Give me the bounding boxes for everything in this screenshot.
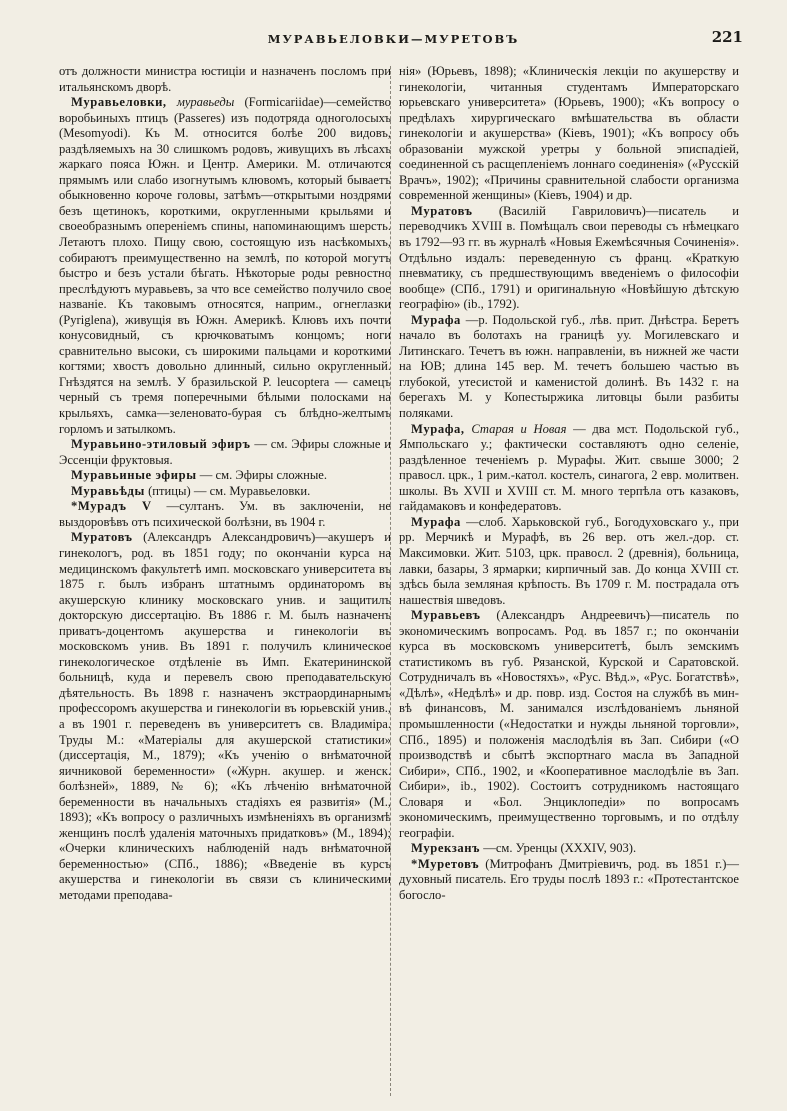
entry-text: —см. Уренцы (XXXIV, 903).	[483, 841, 637, 856]
entry-text: (Александръ Андреевичъ)—писатель по экономическимъ вопросамъ. Род. въ 1857 г.; по окончаніи курса въ московскомъ университетѣ, былъ земскимъ статистикомъ въ губ. Рязанской, Курской и Саратовской. Сотрудничалъ въ «Новостяхъ», «Рус. Вѣд.», «Рус. Богатствѣ», «Дѣлѣ», «Недѣлѣ» и др. повр. изд. Состоя на службѣ въ мин-вѣ финансовъ, М. занимался изслѣдованіемъ льняной промышленности («Недостатки и нужды льняной торговли», СПб., 1895) и положенія маслодѣлія въ Зап. Сибири («О производствѣ и сбытѣ экспортнаго масла въ Западной Сибири», СПб., 1902, и «Кооперативное маслодѣліе въ Зап. Сибири», ib., 1902). Состоитъ сотрудникомъ настоящаго Словаря и «Бол. Энциклопедіи» по вопросамъ экономическимъ, преимущественно торговымъ, и по отдѣлу географіи.	[399, 608, 739, 840]
entry-headword: Муравьиные эфиры	[71, 468, 197, 483]
entry-text: —р. Подольской губ., лѣв. прит. Днѣстра. Беретъ начало въ болотахъ на границѣ уу. Могилевскаго и Литинскаго. Течетъ въ южн. направленіи, въ нижней же части на ЮВ; длина 145 вер. М. течетъ большею частью въ глубокой, утесистой и каменистой долинѣ. Въ 1432 г. на берегахъ М. у Копестыржика литовцы были разбиты поляками.	[399, 312, 739, 421]
entry-text: —слоб. Харьковской губ., Богодуховскаго у., при рр. Мерчикѣ и Мурафѣ, въ 26 вер. отъ жел.-дор. ст. Максимовки. Жит. 5103, црк. правосл. 2 (древнія), больница, лавки, базары, 3 ярмарки; кирпичный зав. До конца XVIII ст. здѣсь была земляная крѣпость. Въ 1709 г. М. пострадала отъ нашествія шведовъ.	[399, 514, 739, 607]
entry-headword: Мурафа	[411, 514, 461, 529]
entry-headword: Муратовъ	[71, 530, 133, 545]
dictionary-entry	[399, 422, 739, 515]
entry-text: (Александръ Александровичъ)—акушеръ и гинекологъ, род. въ 1851 году; по окончаніи курса на медицинскомъ факультетѣ имп. московскаго университета въ 1875 г. былъ избранъ штатнымъ ординаторомъ въ акушерскую клинику московскаго унив. и защитилъ докторскую диссертацію. Въ 1886 г. М. былъ назначенъ приватъ-доцентомъ акушерства и гинекологіи въ московскомъ унив. Въ 1891 г. получилъ клиническое гинекологическое отдѣленіе въ Имп. Екатерининской больницѣ, куда и перевелъ свою преподавательскую дѣятельность. Въ 1898 г. назначенъ экстраординарнымъ профессоромъ акушерства и гинекологіи въ юрьевскій унив., а въ 1901 г. переведенъ въ университетъ св. Владиміра. Труды М.: «Матеріалы для акушерской статистики» (диссертація, М., 1879); «Къ ученію о внѣматочной яичниковой беременности» («Журн. акушер. и женск. болѣзней», 1889, № 6); «Къ лѣченію внѣматочной беременности въ начальныхъ стадіяхъ ея развитія» (М., 1893); «Къ вопросу о различныхъ измѣненіяхъ въ организмѣ женщинъ послѣ удаленія маточныхъ придатковъ» (М., 1894); «Очерки клиническихъ наблюденій надъ внѣматочной беременностью» (СПб., 1886); «Введеніе въ курсъ акушерства и гинекологіи въ связи съ клиническими методами преподава-	[59, 530, 391, 902]
entry-text: — см. Эфиры сложные.	[199, 468, 328, 483]
left-column	[59, 64, 391, 904]
entry-headword: Муратовъ	[411, 203, 473, 218]
entry-text: отъ должности министра юстиціи и назначенъ посломъ при итальянскомъ дворѣ.	[59, 64, 391, 94]
column-divider	[390, 66, 391, 1096]
dictionary-entry	[399, 515, 739, 608]
entry-headword: Мурафа,	[411, 421, 465, 436]
entry-text: — см. Эфиры сложные и Эссенціи фруктовыя.	[59, 437, 391, 467]
entry-italic: муравьеды	[176, 95, 235, 110]
dictionary-entry	[59, 499, 391, 530]
entry-text: (птицы) — см. Муравьеловки.	[148, 483, 311, 498]
entry-headword: Мурекзанъ	[411, 841, 481, 856]
entry-text: нія» (Юрьевъ, 1898); «Клиническія лекціи по акушерству и гинекологіи, читанныя студентамъ Императорскаго юрьевскаго университета» (Юрьевъ, 1900); «Къ вопросу о предѣлахъ хирургическаго вмѣшательства въ области гинекологіи и акушерства» (Кіевъ, 1901); «Къ вопросу объ образованіи мужской уретры у больной эписпадіей, соединенной съ расщепленіемъ лоннаго соединенія» («Русскій Врачъ», 1902); «Причины сравнительной слабости организма современной женщины» (Кіевъ, 1904) и др.	[399, 64, 739, 203]
entry-headword: Муравьевъ	[411, 608, 481, 623]
entry-headword: Муравьино-этиловый эфиръ	[71, 437, 251, 452]
dictionary-entry	[399, 857, 739, 904]
dictionary-entry	[59, 530, 391, 903]
right-column	[399, 64, 739, 904]
entry-text: (Митрофанъ Дмитріевичъ, род. въ 1851 г.)—духовный писатель. Его труды послѣ 1893 г.: «Протестантское богосло-	[399, 856, 739, 902]
dictionary-entry	[59, 64, 391, 95]
dictionary-entry	[59, 437, 391, 468]
dictionary-entry	[399, 313, 739, 422]
entry-headword: Муравьѣды	[71, 483, 145, 498]
entry-headword: Мурафа	[411, 312, 461, 327]
entry-text: — два мст. Подольской губ., Ямпольскаго у.; фактически составляютъ одно селеніе, раздѣленное теченіемъ р. Мурафы. Жит. свыше 3000; 2 правосл. црк., 1 рим.-катол. костелъ, синагога, 2 евр. молитвен. школы. Въ XVII и XVIII ст. М. много терпѣла отъ казаковъ, гайдамаковъ и конфедератовъ.	[399, 421, 740, 514]
dictionary-entry	[59, 468, 391, 484]
entry-headword: *Муретовъ	[411, 856, 480, 871]
dictionary-entry	[59, 484, 391, 500]
dictionary-entry	[399, 841, 739, 857]
dictionary-entry	[399, 204, 739, 313]
entry-text: (Василій Гавриловичъ)—писатель и переводчикъ XVIII в. Помѣщалъ свои переводы съ нѣмецкаго въ 1792—93 гг. въ журналѣ «Новыя Ежемѣсячныя Сочиненія». Отдѣльно издалъ: переведенную съ франц. «Краткую пневматику, съ предшествующимъ введеніемъ о философіи вообще» (СПб., 1791) и оригинальную «Новѣйшую дѣтскую географію» (ib., 1792).	[399, 203, 739, 312]
dictionary-entry	[59, 95, 391, 437]
entry-headword: *Мурадъ V	[71, 499, 152, 514]
dictionary-entry	[399, 64, 739, 204]
page-number: 221	[711, 28, 743, 46]
page-header	[0, 28, 787, 52]
entry-headword: Муравьеловки,	[71, 95, 167, 110]
dictionary-entry	[399, 608, 739, 841]
running-title: МУРАВЬЕЛОВКИ—МУРЕТОВЪ	[267, 32, 520, 46]
entry-italic: Старая и Новая	[471, 421, 567, 436]
entry-text: —султанъ. Ум. въ заключеніи, не выздоровѣвъ отъ психической болѣзни, въ 1904 г.	[59, 499, 391, 529]
entry-text: (Formicariidae)—семейство воробьиныхъ птицъ (Passeres) изъ подотряда одноголосыхъ (Mesomyodi). Къ М. относится болѣе 200 видовъ, раздѣляемыхъ на 30 слишкомъ родовъ, живущихъ въ лѣсахъ жаркаго пояса Южн. и Центр. Америки. М. отличаются прямымъ или слабо изогнутымъ клювомъ, который бываетъ обыкновенно короче головы, затѣмъ—открытыми ноздрями безъ щетинокъ, короткими, округленными крыльями и своеобразнымъ опереніемъ спины, напоминающимъ шерсть. Летаютъ плохо. Пищу свою, состоящую изъ насѣкомыхъ, собираютъ преимущественно на землѣ, по которой могутъ быстро и безъ устали бѣгать. Нѣкоторые роды ревностно преслѣдуютъ муравьевъ, за что все семейство получило свое названіе. Къ таковымъ относятся, наприм., огнеглазки (Pyriglena), живущія въ Южн. Америкѣ. Клювъ ихъ почти конусовидный, съ крючковатымъ концомъ; ноги сравнительно высоки, съ широкими пальцами и короткими когтями; хвостъ довольно длинный, сильно округленный. Гнѣздятся на землѣ. У бразильской P. leucoptera — самецъ черный съ тремя поперечными бѣлыми полосками на крыльяхъ, самка—зеленовато-бурая съ блѣдно-желтымъ горломъ и затылкомъ.	[59, 95, 391, 436]
